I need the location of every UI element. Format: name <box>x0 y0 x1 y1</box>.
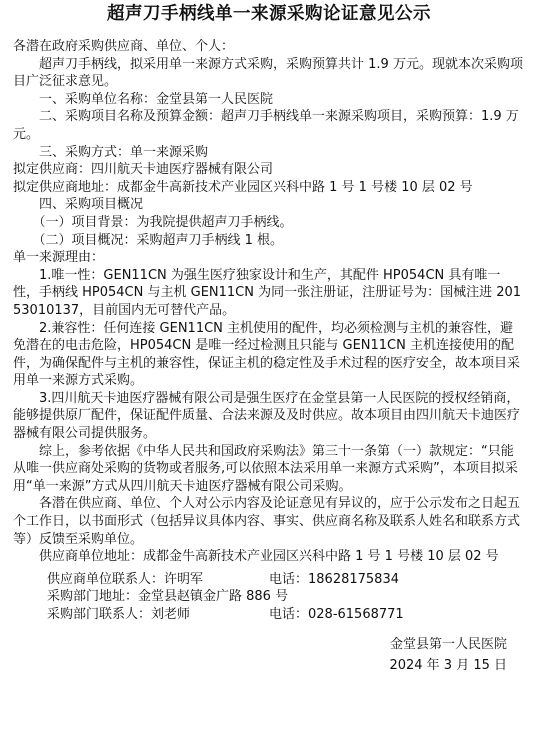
conclusion-paragraph: 综上，参考依据《中华人民共和国政府采购法》第三十一条第（一）款规定：“只能从唯一供应商处采购的货物或者服务,可以依照本法采用单一来源方式采购”，本项目拟采用“单一来源”方式从四川航天卡迪医疗器械有限公司采购。 <box>13 443 518 494</box>
signature-date: 2024 年 3 月 15 日 <box>389 658 507 674</box>
supplier-unit-address: 供应商单位地址：成都金牛高新技术产业园区兴科中路 1 号 1 号楼 10 层 02 号 <box>39 549 499 565</box>
supplier-contact-person: 供应商单位联系人：许明军 <box>47 571 204 587</box>
proposed-supplier: 拟定供应商：四川航天卡迪医疗器械有限公司 <box>13 162 274 178</box>
supplier-contact-phone: 电话：18628175834 <box>269 571 399 587</box>
signature-org: 金堂县第一人民医院 <box>389 636 507 652</box>
supplier-contact-line <box>13 571 525 589</box>
reason-uniqueness: 1.唯一性：GEN11CN 为强生医疗独家设计和生产，其配件 HP054CN 具有唯一性，手柄线 HP054CN 与主机 GEN11CN 为同一张注册证，注册证号为：国械注进 20153010137，目前国内无可替代产品。 <box>13 267 522 318</box>
dept-address: 采购部门地址：金堂县赵镇金广路 886 号 <box>47 589 289 605</box>
intro-paragraph: 超声刀手柄线，拟采用单一来源方式采购，采购预算共计 1.9 万元。现就本次采购项目广泛征求意见。 <box>13 56 523 90</box>
page-title: 超声刀手柄线单一来源采购论证意见公示 <box>107 4 431 24</box>
overview-background: （一）项目背景：为我院提供超声刀手柄线。 <box>32 214 293 230</box>
section-overview: 四、采购项目概况 <box>39 197 144 213</box>
reason-heading: 单一来源理由： <box>13 250 105 266</box>
reason-compatibility: 2.兼容性：任何连接 GEN11CN 主机使用的配件，均必须检测与主机的兼容性，避免潜在的电击危险，HP054CN 是唯一经过检测且只能与 GEN11CN 主机连接使用的配件，为确保配件与主机的兼容性，保证主机的稳定性及手术过程的医疗安全，故本项目采用单一来源方式采购。 <box>13 320 521 389</box>
salutation: 各潜在政府采购供应商、单位、个人： <box>13 39 235 54</box>
dept-contact-line <box>13 606 525 624</box>
dept-contact-phone: 电话：028-61568771 <box>269 607 404 622</box>
overview-summary: （二）项目概况：采购超声刀手柄线 1 根。 <box>32 232 284 248</box>
section-method: 三、采购方式：单一来源采购 <box>39 144 209 160</box>
dept-contact-person: 采购部门联系人：刘老师 <box>47 607 191 622</box>
reason-authorization: 3.四川航天卡迪医疗器械有限公司是强生医疗在金堂县第一人民医院的授权经销商，能够提供原厂配件，保证配件质量、合法来源及及时供应。故本项目由四川航天卡迪医疗器械有限公司提供服务。 <box>13 390 521 442</box>
section-project-budget: 二、采购项目名称及预算金额：超声刀手柄线单一来源采购项目，采购预算：1.9 万元。 <box>13 109 519 142</box>
section-purchaser: 一、采购单位名称：金堂县第一人民医院 <box>39 91 274 107</box>
proposed-supplier-address: 拟定供应商地址：成都金牛高新技术产业园区兴科中路 1 号 1 号楼 10 层 02 号 <box>13 179 473 195</box>
objection-paragraph: 各潜在供应商、单位、个人对公示内容及论证意见有异议的，应于公示发布之日起五个工作日，以书面形式（包括异议具体内容、事实、供应商名称及联系人姓名和联系方式等）反馈至采购单位。 <box>13 496 521 547</box>
